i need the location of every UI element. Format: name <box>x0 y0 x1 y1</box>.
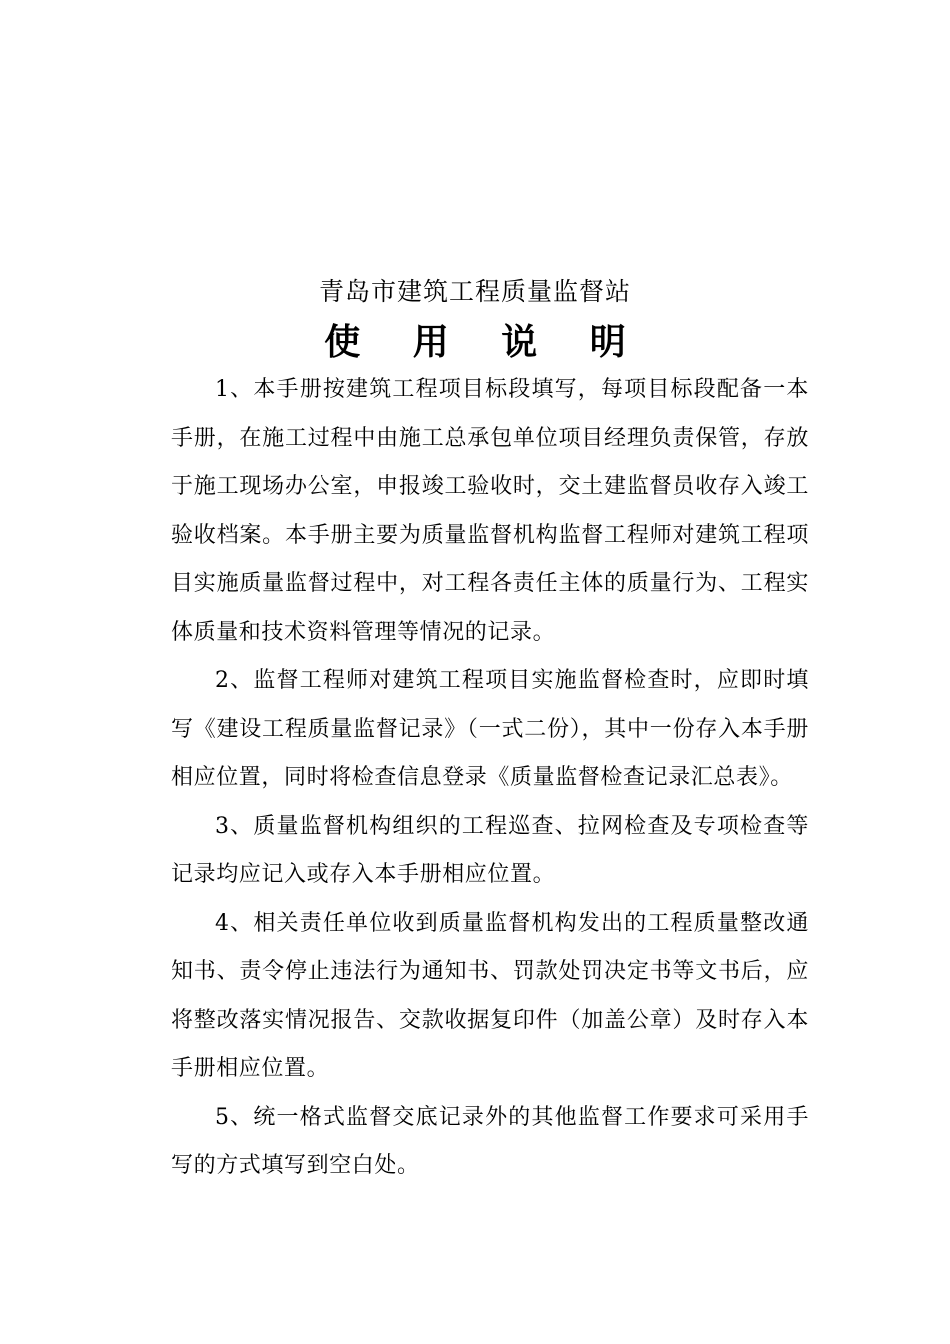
document-title: 使 用 说 明 <box>324 321 646 363</box>
instructions-body <box>171 366 809 1191</box>
instruction-paragraph-4: 4、相关责任单位收到质量监督机构发出的工程质量整改通知书、责令停止违法行为通知书、罚款处罚决定书等文书后，应将整改落实情况报告、交款收据复印件（加盖公章）及时存入本手册相应位置。 <box>171 910 809 1081</box>
instruction-paragraph-3: 3、质量监督机构组织的工程巡查、拉网检查及专项检查等记录均应记入或存入本手册相应位置。 <box>171 813 809 887</box>
instruction-paragraph-5: 5、统一格式监督交底记录外的其他监督工作要求可采用手写的方式填写到空白处。 <box>171 1104 809 1178</box>
instruction-paragraph-2: 2、监督工程师对建筑工程项目实施监督检查时，应即时填写《建设工程质量监督记录》（一式二份），其中一份存入本手册相应位置，同时将检查信息登录《质量监督检查记录汇总表》。 <box>171 668 809 790</box>
organization-name: 青岛市建筑工程质量监督站 <box>318 277 631 306</box>
instruction-paragraph-1: 1、本手册按建筑工程项目标段填写，每项目标段配备一本手册，在施工过程中由施工总承包单位项目经理负责保管，存放于施工现场办公室，申报竣工验收时，交土建监督员收存入竣工验收档案。本手册主要为质量监督机构监督工程师对建筑工程项目实施质量监督过程中，对工程各责任主体的质量行为、工程实体质量和技术资料管理等情况的记录。 <box>171 377 809 645</box>
